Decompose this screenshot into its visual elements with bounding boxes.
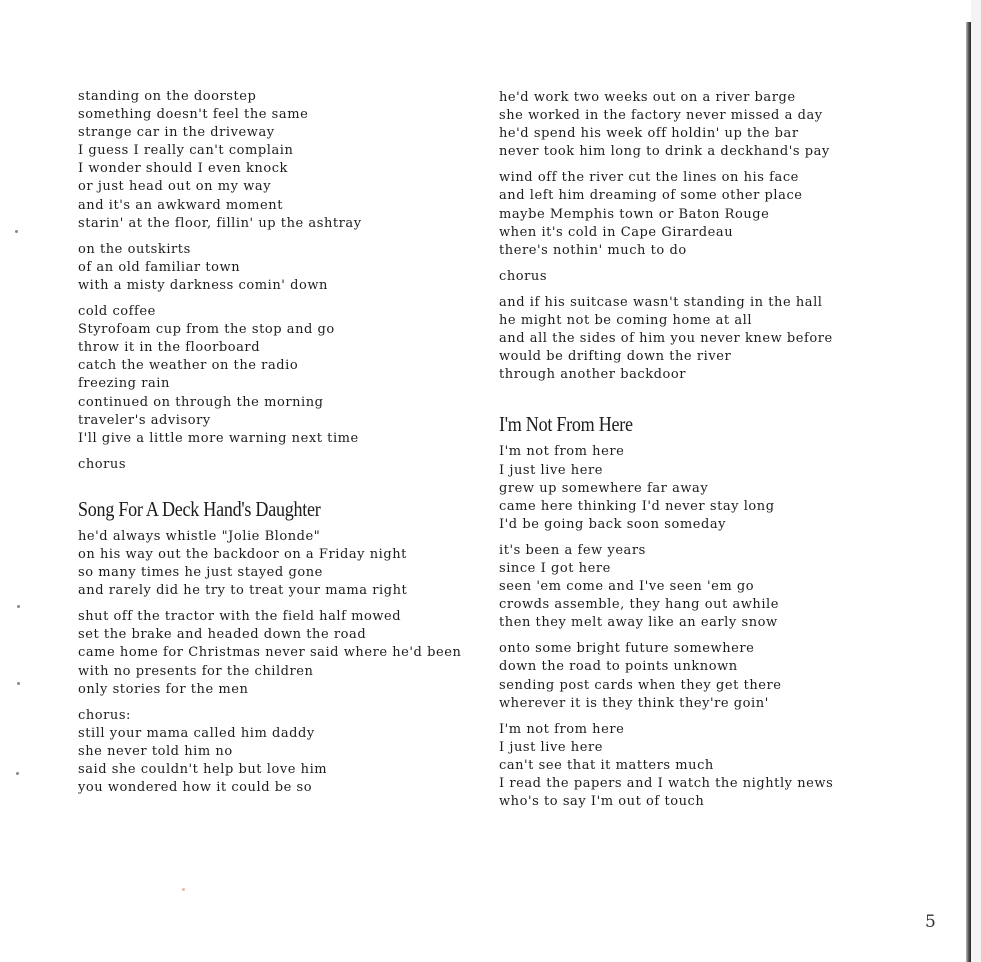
lyric-line: down the road to points unknown <box>499 659 738 675</box>
stanza <box>78 528 478 600</box>
lyric-line: wind off the river cut the lines on his face <box>499 170 799 186</box>
page-edge-shadow <box>971 0 981 962</box>
stanza <box>78 241 478 295</box>
scan-speck <box>17 682 20 685</box>
scan-speck <box>17 605 20 608</box>
lyric-line: still your mama called him daddy <box>78 725 315 741</box>
lyric-line: something doesn't feel the same <box>78 107 309 123</box>
song-title-im-not-from-here: I'm Not From Here <box>499 412 633 437</box>
song-title-deck-hands-daughter: Song For A Deck Hand's Daughter <box>78 496 321 521</box>
scan-speck <box>182 888 185 891</box>
lyric-line: I just live here <box>499 739 603 755</box>
stanza <box>78 608 478 698</box>
stanza <box>499 268 939 286</box>
lyric-line: I read the papers and I watch the nightly news <box>499 776 834 791</box>
lyric-line: crowds assemble, they hang out awhile <box>499 597 780 613</box>
lyric-line: Styrofoam cup from the stop and go <box>78 322 335 338</box>
lyric-line: through another backdoor <box>499 367 687 383</box>
lyric-line: seen 'em come and I've seen 'em go <box>499 579 755 595</box>
lyric-line: onto some bright future somewhere <box>499 641 755 657</box>
lyric-line: on his way out the backdoor on a Friday night <box>78 546 407 562</box>
page-number: 5 <box>925 912 936 932</box>
lyric-line: since I got here <box>499 560 611 576</box>
stanza <box>499 721 939 811</box>
lyric-line: I just live here <box>499 462 603 478</box>
scan-speck <box>15 230 18 233</box>
lyric-line: can't see that it matters much <box>499 757 714 773</box>
lyric-line: I'd be going back soon someday <box>499 516 727 532</box>
lyric-line: when it's cold in Cape Girardeau <box>499 224 734 240</box>
lyric-line: continued on through the morning <box>78 394 324 410</box>
lyric-line: I'll give a little more warning next time <box>78 430 359 446</box>
lyric-line: with a misty darkness comin' down <box>78 277 328 293</box>
lyric-line: traveler's advisory <box>78 412 211 428</box>
stanza <box>499 294 939 384</box>
lyric-line: shut off the tractor with the field half mowed <box>78 609 402 625</box>
deck-hands-daughter-lyrics <box>78 528 478 797</box>
lyric-line: chorus: <box>78 707 131 723</box>
lyric-line: would be drifting down the river <box>499 349 732 365</box>
lyric-line: starin' at the floor, fillin' up the ashtray <box>78 215 362 231</box>
lyric-line: of an old familiar town <box>78 259 241 275</box>
stanza <box>78 88 478 233</box>
right-intro-lyrics <box>499 89 939 384</box>
im-not-from-here-lyrics <box>499 443 939 811</box>
lyric-line: then they melt away like an early snow <box>499 615 778 631</box>
lyric-line: he'd work two weeks out on a river barge <box>499 90 796 105</box>
lyric-line: throw it in the floorboard <box>78 340 261 356</box>
lyric-line: came here thinking I'd never stay long <box>499 498 775 514</box>
stanza <box>499 89 939 161</box>
lyric-line: there's nothin' much to do <box>499 242 687 258</box>
left-intro-lyrics <box>78 88 478 474</box>
lyric-line: and it's an awkward moment <box>78 197 283 213</box>
lyric-line: so many times he just stayed gone <box>78 565 323 581</box>
lyric-line: said she couldn't help but love him <box>78 762 328 777</box>
lyric-line: wherever it is they think they're goin' <box>499 695 769 711</box>
lyric-line: he might not be coming home at all <box>499 313 753 329</box>
stanza <box>78 707 478 797</box>
lyric-line: you wondered how it could be so <box>78 780 313 796</box>
lyric-line: or just head out on my way <box>78 179 272 195</box>
scan-speck <box>16 772 19 775</box>
lyric-line: I wonder should I even knock <box>78 161 288 177</box>
lyric-line: set the brake and headed down the road <box>78 627 367 643</box>
lyric-line: on the outskirts <box>78 241 191 257</box>
lyric-line: never took him long to drink a deckhand's pay <box>499 144 830 160</box>
lyric-line: sending post cards when they get there <box>499 677 782 693</box>
lyric-line: only stories for the men <box>78 681 249 697</box>
lyric-line: chorus <box>499 268 548 284</box>
left-column <box>78 88 478 805</box>
lyric-line: maybe Memphis town or Baton Rouge <box>499 206 770 222</box>
stanza <box>499 169 939 259</box>
lyric-line: he'd spend his week off holdin' up the bar <box>499 126 799 142</box>
lyric-line: with no presents for the children <box>78 663 314 679</box>
lyric-line: strange car in the driveway <box>78 125 275 141</box>
lyric-line: it's been a few years <box>499 542 646 558</box>
lyric-line: chorus <box>78 456 127 472</box>
lyric-line: standing on the doorstep <box>78 89 257 104</box>
lyric-line: she never told him no <box>78 743 233 759</box>
lyric-line: I'm not from here <box>499 444 625 460</box>
right-column <box>499 89 939 819</box>
lyric-line: and rarely did he try to treat your mama right <box>78 583 408 599</box>
stanza <box>499 542 939 632</box>
lyric-line: cold coffee <box>78 304 156 320</box>
stanza <box>499 443 939 533</box>
page-binding-edge <box>966 22 971 962</box>
lyric-line: and if his suitcase wasn't standing in the hall <box>499 294 823 310</box>
lyric-line: who's to say I'm out of touch <box>499 794 705 810</box>
lyric-line: freezing rain <box>78 376 170 392</box>
lyric-line: I guess I really can't complain <box>78 143 294 159</box>
stanza <box>78 303 478 448</box>
lyric-line: and all the sides of him you never knew before <box>499 331 833 347</box>
lyric-line: came home for Christmas never said where he'd been <box>78 645 462 661</box>
stanza <box>499 640 939 712</box>
stanza <box>78 456 478 474</box>
lyric-line: I'm not from here <box>499 721 625 737</box>
lyric-line: he'd always whistle "Jolie Blonde" <box>78 528 321 544</box>
lyric-line: and left him dreaming of some other place <box>499 188 803 204</box>
lyric-line: she worked in the factory never missed a day <box>499 108 823 124</box>
lyric-line: catch the weather on the radio <box>78 358 299 374</box>
lyric-line: grew up somewhere far away <box>499 480 709 496</box>
